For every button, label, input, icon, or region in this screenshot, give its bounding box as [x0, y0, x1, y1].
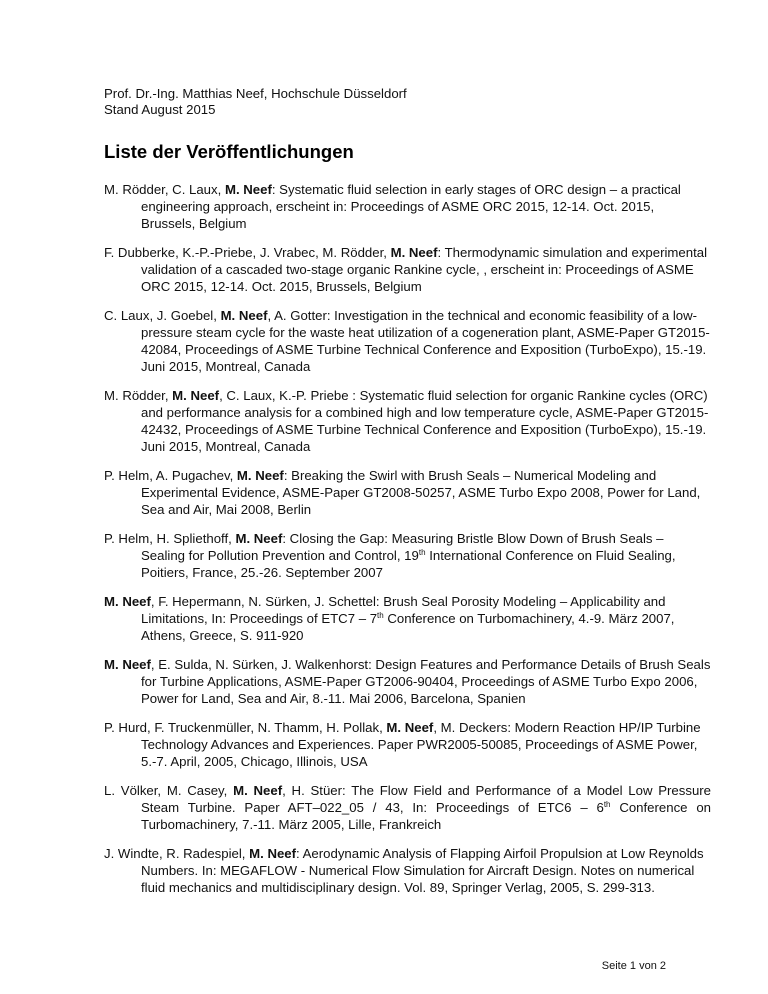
- publication-entry: M. Rödder, M. Neef, C. Laux, K.-P. Priebe : Systematic fluid selection for organic Rankine cycles (ORC) and performance analysis for a combined high and low temperature cycle, ASME-Paper GT2015-42432, Proceedings of ASME Turbine Technical Conference and Exposition (TurboExpo), 15.-19. Juni 2015, Montreal, Canada: [104, 388, 709, 454]
- publication-entry: C. Laux, J. Goebel, M. Neef, A. Gotter: Investigation in the technical and economic feasibility of a low-pressure steam cycle for the waste heat utilization of a cogeneration plant, ASME-Paper GT2015-42084, Proceedings of ASME Turbine Technical Conference and Exposition (TurboExpo), 15.-19. Juni 2015, Montreal, Canada: [104, 308, 710, 374]
- publication-entry: M. Neef, E. Sulda, N. Sürken, J. Walkenhorst: Design Features and Performance Details of Brush Seals for Turbine Applications, ASME-Paper GT2006-90404, Proceedings of ASME Turbo Expo 2006, Power for Land, Sea and Air, 8.-11. Mai 2006, Barcelona, Spanien: [104, 657, 711, 706]
- publication-entry: J. Windte, R. Radespiel, M. Neef: Aerodynamic Analysis of Flapping Airfoil Propulsion at Low Reynolds Numbers. In: MEGAFLOW - Numerical Flow Simulation for Aircraft Design. Notes on numerical fluid mechanics and multidisciplinary design. Vol. 89, Springer Verlag, 2005, S. 299-313.: [104, 846, 704, 895]
- date-line: Stand August 2015: [104, 102, 216, 117]
- author-line: Prof. Dr.-Ing. Matthias Neef, Hochschule Düsseldorf: [104, 86, 407, 101]
- author-highlight: M. Neef: [104, 594, 151, 609]
- author-highlight: M. Neef: [172, 388, 220, 403]
- author-highlight: M. Neef: [386, 720, 434, 735]
- page-number: Seite 1 von 2: [601, 960, 666, 972]
- publication-entry: M. Rödder, C. Laux, M. Neef: Systematic fluid selection in early stages of ORC design – a practical engineering approach, erscheint in: Proceedings of ASME ORC 2015, 12-14. Oct. 2015, Brussels, Belgium: [104, 182, 681, 231]
- page-title: Liste der Veröffentlichungen: [104, 141, 354, 162]
- author-highlight: M. Neef: [235, 531, 283, 546]
- author-highlight: M. Neef: [390, 245, 438, 260]
- publication-entry: P. Helm, A. Pugachev, M. Neef: Breaking the Swirl with Brush Seals – Numerical Modeling and Experimental Evidence, ASME-Paper GT2008-50257, ASME Turbo Expo 2008, Power for Land, Sea and Air, Mai 2008, Berlin: [104, 468, 701, 517]
- author-highlight: M. Neef: [220, 308, 268, 323]
- document-header: [104, 86, 407, 118]
- author-highlight: M. Neef: [233, 783, 283, 798]
- author-highlight: M. Neef: [224, 182, 272, 197]
- publication-entry: M. Neef, F. Hepermann, N. Sürken, J. Schettel: Brush Seal Porosity Modeling – Applicability and Limitations, In: Proceedings of ETC7 – 7th Conference on Turbomachinery, 4.-9. März 2007, Athens, Greece, S. 911-920: [104, 594, 675, 643]
- author-highlight: M. Neef: [249, 846, 297, 861]
- author-highlight: M. Neef: [236, 468, 284, 483]
- publication-entry: P. Helm, H. Spliethoff, M. Neef: Closing the Gap: Measuring Bristle Blow Down of Brush Seals – Sealing for Pollution Prevention and Control, 19th International Conference on Fluid Sealing, Poitiers, France, 25.-26. September 2007: [104, 531, 676, 580]
- publication-entry: P. Hurd, F. Truckenmüller, N. Thamm, H. Pollak, M. Neef, M. Deckers: Modern Reaction HP/IP Turbine Technology Advances and Experiences. Paper PWR2005-50085, Proceedings of ASME Power, 5.-7. April, 2005, Chicago, Illinois, USA: [104, 720, 701, 769]
- publication-entry: F. Dubberke, K.-P.-Priebe, J. Vrabec, M. Rödder, M. Neef: Thermodynamic simulation and experimental validation of a cascaded two-stage organic Rankine cycle, , erscheint in: Proceedings of ASME ORC 2015, 12-14. Oct. 2015, Brussels, Belgium: [104, 245, 707, 294]
- author-highlight: M. Neef: [104, 657, 151, 672]
- publication-entry: L. Völker, M. Casey, M. Neef, H. Stüer: The Flow Field and Performance of a Model Low Pressure Steam Turbine. Paper AFT–022_05 / 43, In: Proceedings of ETC6 – 6th Conference on Turbomachinery, 7.-11. März 2005, Lille, Frankreich: [104, 783, 712, 832]
